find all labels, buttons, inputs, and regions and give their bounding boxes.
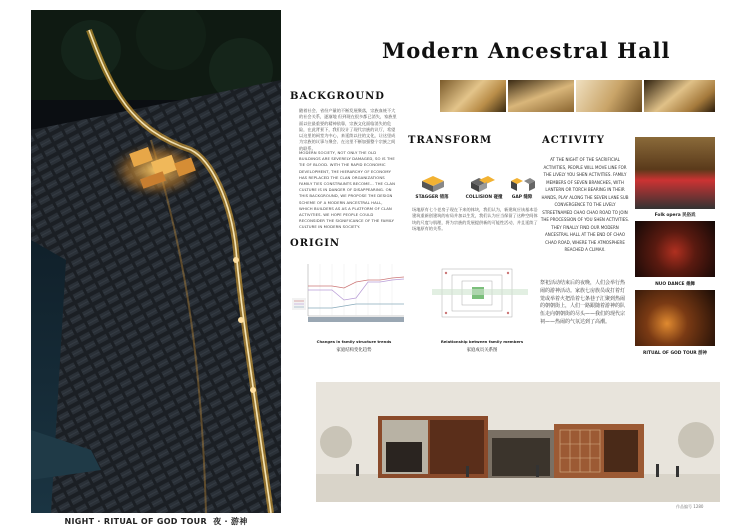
transform-item-stagger: STAGGER 错落 (415, 195, 449, 200)
page-title: Modern Ancestral Hall (382, 38, 671, 63)
activity-text-en: AT THE NIGHT OF THE SACRIFICIAL ACTIVITIES, PEOPLE WILL MOVE LINE FOR THE LIVELY YOU SHEN ACTIVITIES. FAMILY MEMBERS OF SEVEN BRANCHES, WITH LANTERN OR TORCH BEARING IN THEIR HANDS, PLAY ALONG THE SEVEN LANE SUB CONVERGENCE TO THE LIVELY STREETNAMED CHAO CHAO ROAD TO JOIN THE PROCESSION OF YOU SHEN ACTIVITIES. THEY FINALLY FIND OUR MODERN ANCESTRAL HALL AT THE END OF CHAO CHAO ROAD, WHERE THE ATMOSPHERE REACHED A CLIMAX. (540, 157, 630, 252)
background-heading: BACKGROUND (290, 91, 385, 102)
gap-icon (510, 173, 536, 193)
activity-photo-folk-opera (635, 137, 715, 209)
photo-label-god-tour: RITUAL OF GOD TOUR 游神 (643, 351, 707, 356)
street-perspective-render (316, 382, 720, 502)
family-relationship-diagram (432, 265, 528, 329)
chart1-label-cn: 家庭结构变化趋势 (336, 348, 372, 353)
collision-icon (470, 173, 496, 193)
caption-en: NIGHT · RITUAL OF GOD TOUR (64, 517, 207, 526)
chart2-label-en: Relationship between family members (440, 339, 524, 344)
transform-heading: TRANSFORM (408, 135, 493, 146)
page-number: 作品编号 1280 (676, 504, 704, 509)
photo-label-folk-opera: Folk opera 民俗戏 (654, 213, 696, 218)
activity-photo-god-tour (635, 290, 715, 346)
chart1-label-en: Changes in family structure trends (316, 339, 392, 344)
aerial-illustration (31, 10, 281, 513)
photo-label-nuo-dance: NUO DANCE 傩舞 (655, 282, 695, 287)
activity-heading: ACTIVITY (542, 135, 605, 146)
chart2-label-cn: 家庭成员关系图 (466, 348, 498, 353)
model-photo-2 (508, 80, 574, 112)
transform-item-gap: GAP 缝隙 (511, 195, 533, 200)
model-photo-3 (576, 80, 642, 112)
background-text-en: MODERN SOCIETY, NOT ONLY THE OLD BUILDINGS ARE SEVERELY DAMAGED, SO IS THE TIE OF BLOOD. WITH THE RAPID ECONOMIC DEVELOPMENT, THE HIERARCHY OF ECONOMY HAS REPLACED THE CLAN ORGANIZATIONS FAMILY TIES CONSTRAINTS BECOME... THE CLAN CULTURE IS IN DANGER OF DISAPPEARING. ON THIS BACKGROUND, WE PROPOSE THE DESIGN SCHEME OF A MODERN ANCESTRAL HALL, WHICH BUILDERS AS AS A PLATFORM OF CLAN ACTIVITIES. WE HOPE PEOPLE COULD RECONSIDER THE SIGNIFICANCE OF THE FAMILY CULTURE IN MODERN SOCIETY. (299, 150, 396, 230)
caption-cn: 夜 · 游神 (213, 517, 248, 526)
aerial-caption (31, 516, 281, 527)
origin-heading: ORIGIN (290, 238, 341, 249)
activity-text-cn: 祭祀活动结束后的夜晚，人们会举行热闹的游神活动。家族七房族员或打着灯笼或举着火把沿着七条巷子汇聚到热闹的朝朝街上，人们一路跟随着游神的队伍走向朝朝街的尽头——我们的现代宗祠——热闹的气氛达到了高潮。 (540, 280, 626, 325)
family-structure-chart (292, 260, 408, 332)
transform-item-collision: COLLISION 碰撞 (465, 195, 503, 200)
aerial-night-render (31, 10, 281, 513)
transform-text-cn: 场地原有七个老房子现在下来的体块，我们认为，新建筑应该基本沿建筑重新创建筑的布局并加以生发，我们认为应当保留了这种空间体块的尺度与肌理，将为宗族的发展提供新的可能性活动，并且延续了场地原有的关系。 (412, 207, 538, 231)
background-text-cn: 随着社会、省份产量的不断发展聚落，宗族血统不大的社会关系，逐渐地 但到现在很多都已消失，家族里面以往最重要的精神依靠，宗族文化面临消失的危险，在此背景下，我们设计了现代宗族的议厅，希望以这里的祠堂为中心，来延续以往的文化，让这里成为宗族的议事与聚会、在这里不断加强整个宗族之间的联系。 (299, 108, 397, 151)
activity-photo-nuo-dance (635, 221, 715, 277)
stagger-icon (420, 173, 446, 193)
model-photo-4 (644, 80, 715, 112)
model-photo-1 (440, 80, 506, 112)
